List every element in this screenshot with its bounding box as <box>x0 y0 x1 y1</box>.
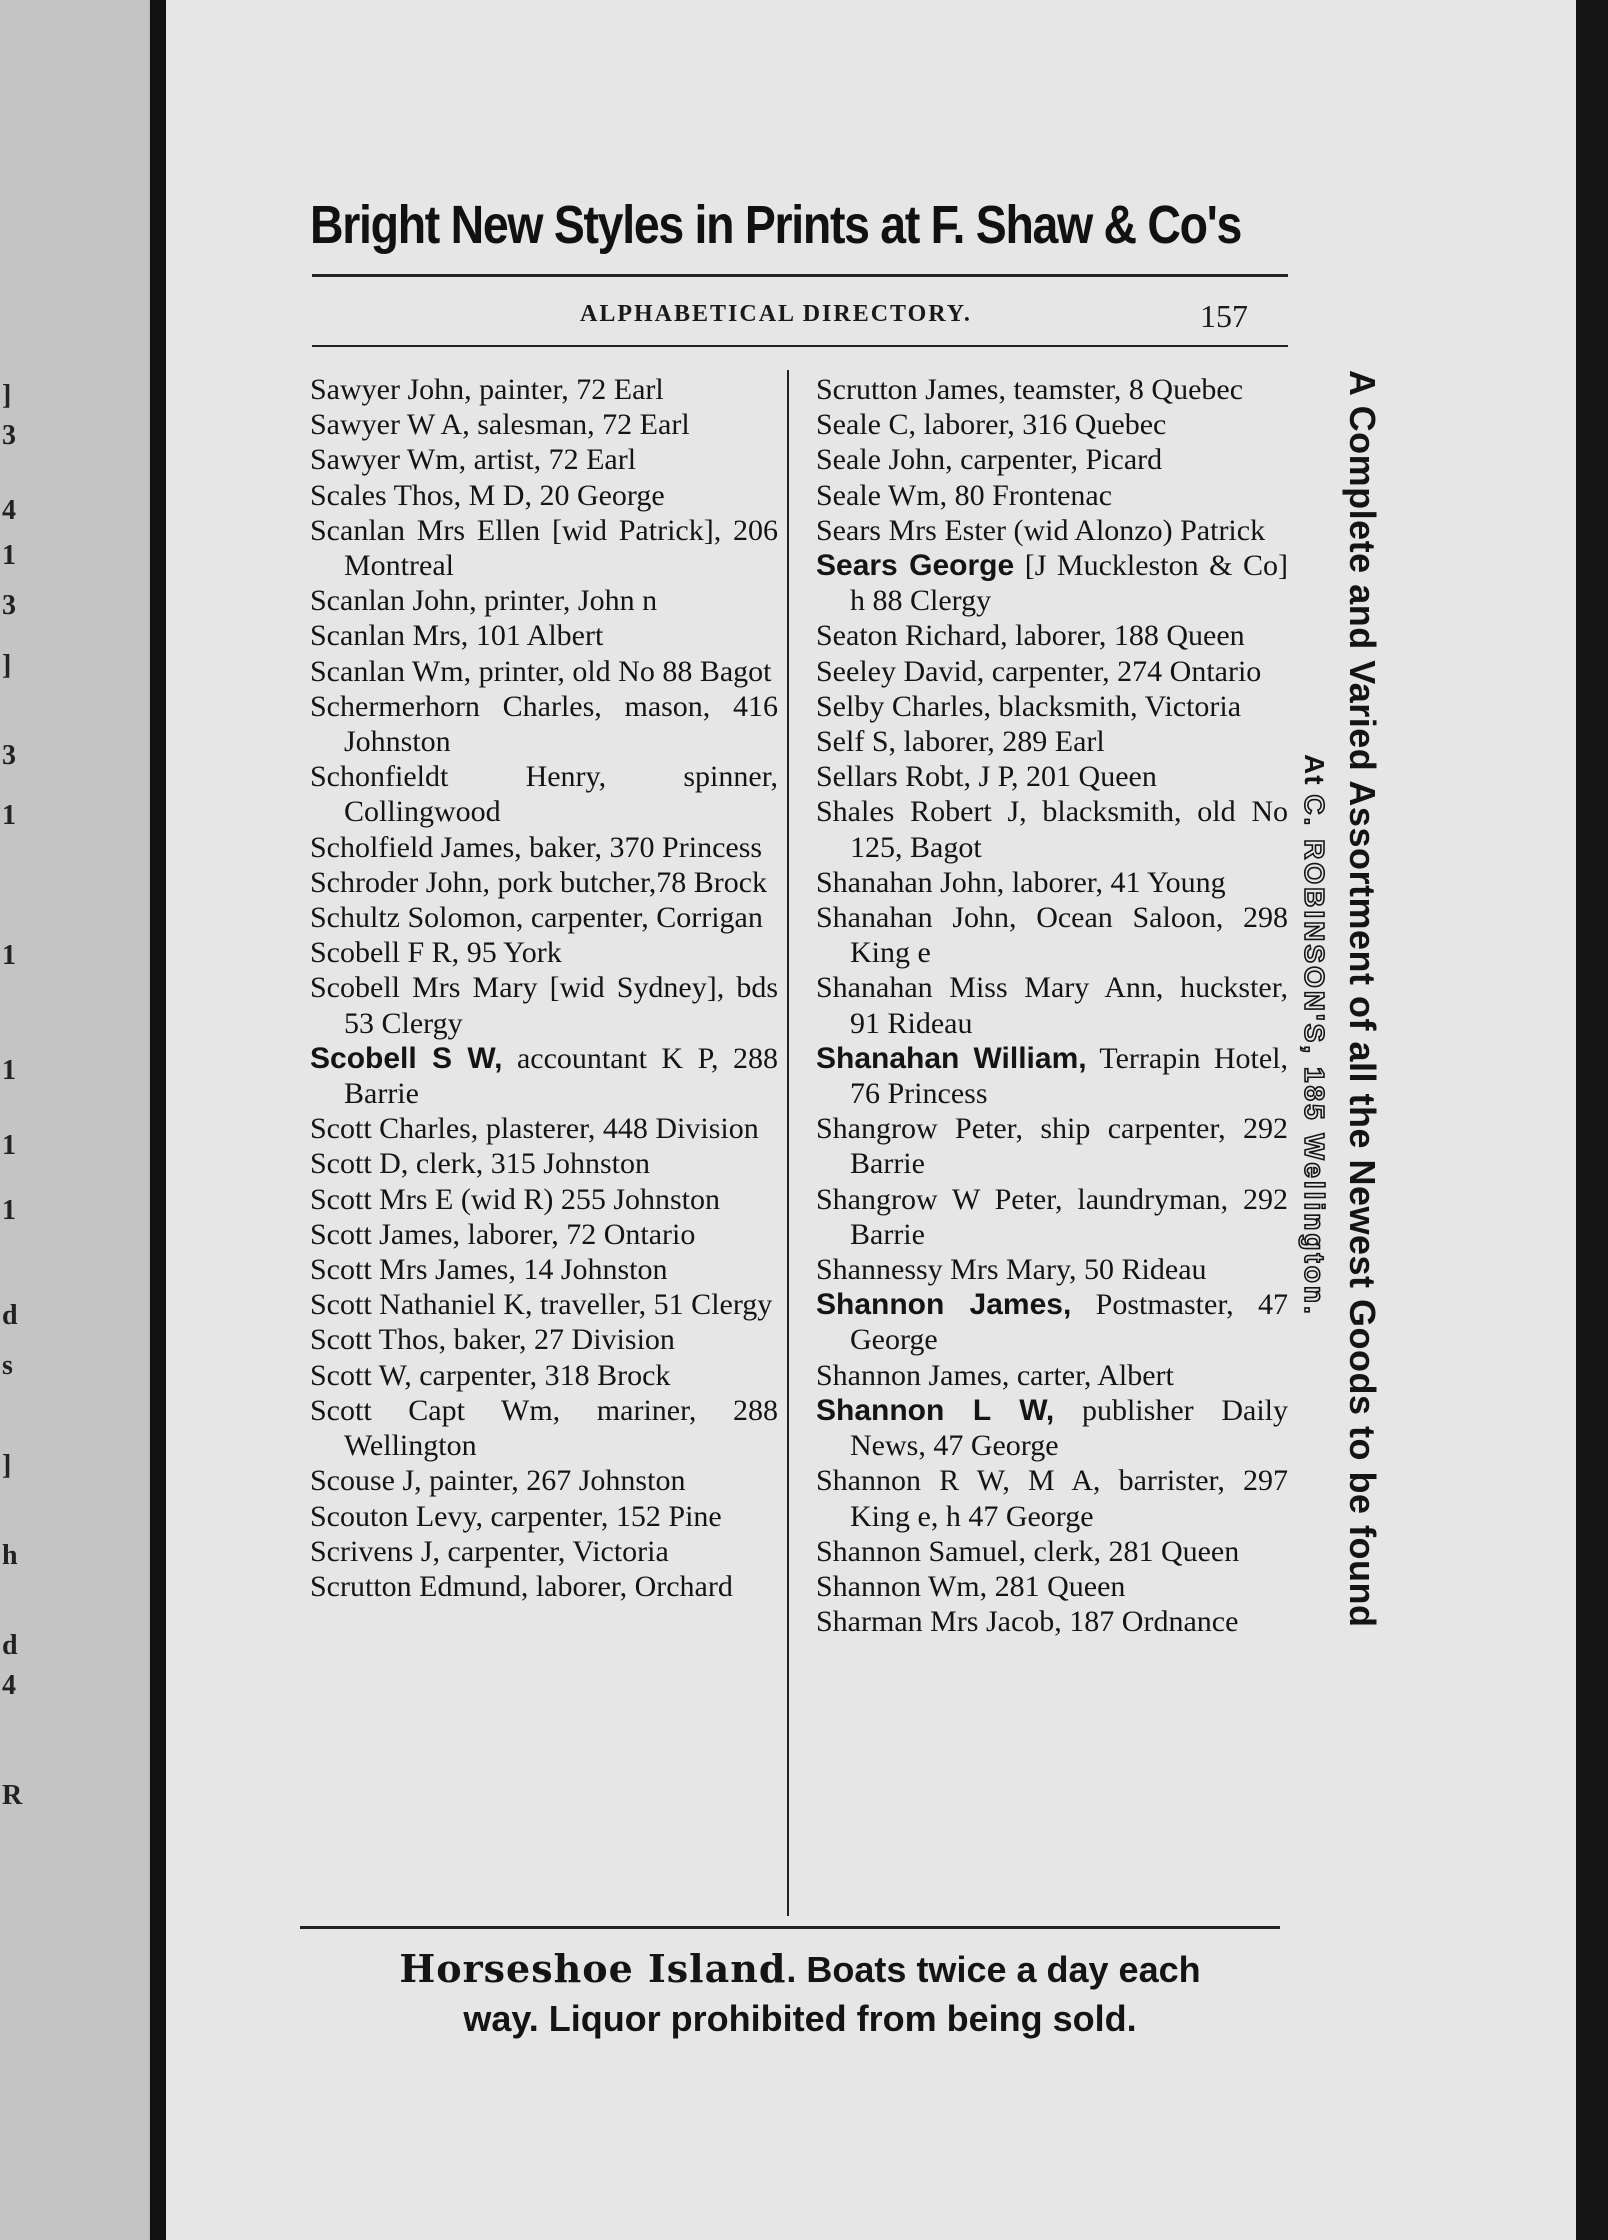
entry-details: baker, 370 Princess <box>529 830 763 864</box>
entry-details: blacksmith, Victoria <box>998 689 1242 723</box>
margin-fragment: ] <box>2 650 12 681</box>
column-divider <box>787 370 789 1916</box>
entry-details: laborer, 41 Young <box>1011 865 1226 899</box>
directory-entry <box>816 442 1288 477</box>
directory-entry <box>816 724 1288 759</box>
entry-name: Shannon Samuel, <box>816 1534 1026 1568</box>
directory-entry <box>816 1604 1288 1639</box>
directory-entry <box>816 372 1288 407</box>
entry-name: Shannon James, <box>816 1288 1072 1322</box>
entry-name: Sawyer John, <box>310 373 472 406</box>
directory-entry <box>816 900 1288 970</box>
directory-entry <box>310 372 778 407</box>
entry-name: Self S, <box>816 725 897 759</box>
directory-entry <box>816 407 1288 442</box>
entry-name: Scanlan Wm, <box>310 654 472 688</box>
entry-name: Scott Capt Wm, <box>310 1393 561 1427</box>
header-rule <box>312 345 1288 347</box>
margin-fragment: R <box>2 1780 23 1811</box>
entry-details: carpenter, Picard <box>960 443 1163 477</box>
directory-entry <box>310 1463 778 1498</box>
footer-line-1-text: . Boats twice a day each <box>786 1949 1201 1990</box>
margin-fragment: d <box>2 1300 18 1331</box>
directory-entry <box>310 1569 778 1604</box>
directory-entry <box>310 865 778 900</box>
entry-details: baker, 27 Division <box>453 1323 675 1357</box>
entry-name: Selby Charles, <box>816 689 991 723</box>
entry-details: laborer, 316 Quebec <box>923 408 1167 442</box>
margin-fragment: 1 <box>2 800 16 831</box>
directory-column-right <box>816 372 1288 1639</box>
directory-entry <box>816 1252 1288 1287</box>
entry-name: Sharman Mrs Jacob, <box>816 1605 1062 1639</box>
entry-details: mariner, 288 Wellington <box>344 1393 778 1463</box>
entry-name: Scobell S W, <box>310 1041 503 1075</box>
entry-name: Schonfieldt Henry, <box>310 760 607 794</box>
side-ad-prefix: At <box>1299 754 1330 786</box>
entry-name: Scrivens J, <box>310 1534 440 1568</box>
entry-details: carpenter, Victoria <box>447 1534 669 1568</box>
entry-name: Schultz Solomon, <box>310 901 524 935</box>
directory-column-left <box>310 372 778 1604</box>
entry-details: [J Muckleston & Co] h 88 Clergy <box>850 549 1288 618</box>
entry-details: clerk, 281 Queen <box>1033 1534 1240 1568</box>
margin-fragment: h <box>2 1540 18 1571</box>
entry-name: Shangrow W Peter, <box>816 1182 1063 1216</box>
entry-name: Scholfield James, <box>310 830 522 864</box>
margin-fragment: 4 <box>2 495 16 526</box>
entry-details: 187 Ordnance <box>1069 1605 1239 1639</box>
entry-details: laborer, 188 Queen <box>1015 619 1245 653</box>
entry-name: Scrutton James, <box>816 373 1006 406</box>
entry-name: Seaton Richard, <box>816 619 1008 653</box>
entry-name: Scott Mrs James, <box>310 1253 516 1287</box>
top-advertisement-banner: Bright New Styles in Prints at F. Shaw & Co's <box>310 195 1242 255</box>
entry-name: Scanlan John, <box>310 584 477 618</box>
footer-advertisement-line-1 <box>300 1946 1300 1991</box>
entry-details: 80 Frontenac <box>954 478 1113 512</box>
directory-entry <box>816 1041 1288 1111</box>
directory-entry <box>310 1217 778 1252</box>
entry-details: 20 George <box>539 478 665 512</box>
entry-details: ship carpenter, 292 Barrie <box>850 1112 1288 1181</box>
entry-details: carpenter, Corrigan <box>530 901 763 935</box>
directory-entry <box>310 478 778 513</box>
footer-rule <box>300 1926 1280 1929</box>
directory-entry <box>310 583 778 618</box>
entry-details: printer, John n <box>484 584 658 618</box>
side-ad-line-1: A Complete and Varied Assortment of all the Newest Goods to be found <box>1342 370 1383 1628</box>
entry-details: publisher Daily News, 47 George <box>850 1393 1288 1463</box>
entry-name: Scott D, <box>310 1147 409 1181</box>
entry-details: plasterer, 448 Division <box>485 1112 759 1146</box>
entry-details: artist, 72 Earl <box>473 443 637 477</box>
entry-name: Shannon L W, <box>816 1393 1055 1427</box>
directory-entry <box>310 513 778 583</box>
entry-details: mason, 416 Johnston <box>344 689 779 759</box>
directory-entry <box>310 1252 778 1287</box>
directory-entry <box>310 1322 778 1357</box>
entry-details: 14 Johnston <box>523 1253 668 1287</box>
directory-entry <box>310 618 778 653</box>
directory-entry <box>310 689 778 759</box>
entry-details: 95 York <box>466 936 562 970</box>
entry-details: 201 Queen <box>1026 760 1157 794</box>
directory-entry <box>816 1534 1288 1569</box>
entry-name: Seeley David, <box>816 654 985 688</box>
margin-fragment: 1 <box>2 540 16 571</box>
side-ad-store-address: C. ROBINSON'S, 185 Wellington. <box>1299 794 1330 1317</box>
entry-name: Shangrow Peter, <box>816 1112 1023 1146</box>
entry-name: Scott Mrs E <box>310 1182 454 1216</box>
entry-name: Sears George <box>816 549 1015 583</box>
directory-entry <box>310 1041 778 1111</box>
entry-name: Scott Charles, <box>310 1112 479 1146</box>
entry-name: Shannessy Mrs Mary, <box>816 1253 1077 1287</box>
entry-details: Ocean Saloon, 298 King e <box>850 901 1289 970</box>
directory-entry <box>310 654 778 689</box>
entry-details: carpenter, 274 Ontario <box>991 654 1262 688</box>
entry-details: painter, 267 Johnston <box>429 1464 686 1498</box>
entry-details: clerk, 315 Johnston <box>415 1147 650 1181</box>
entry-details: salesman, 72 Earl <box>477 408 690 442</box>
directory-entry <box>816 1358 1288 1393</box>
entry-details: barrister, 297 King e, h 47 George <box>850 1464 1288 1533</box>
margin-fragment: 3 <box>2 420 16 451</box>
entry-details: laundryman, 292 Barrie <box>850 1182 1288 1251</box>
adjacent-page-edge <box>0 0 148 2240</box>
entry-name: Scouse J, <box>310 1464 422 1498</box>
entry-name: Shanahan Miss Mary Ann, <box>816 971 1164 1005</box>
vertical-side-advertisement <box>1299 370 1383 1930</box>
directory-entry <box>816 689 1288 724</box>
side-ad-line-2 <box>1298 754 1330 1317</box>
directory-entry <box>310 407 778 442</box>
directory-entry <box>310 1393 778 1463</box>
directory-entry <box>816 478 1288 513</box>
footer-advertisement-line-2: way. Liquor prohibited from being sold. <box>463 1998 1137 2039</box>
entry-details: Postmaster, 47 George <box>850 1288 1288 1357</box>
directory-entry <box>816 1182 1288 1252</box>
directory-entry <box>310 1499 778 1534</box>
entry-name: Scobell Mrs Mary <box>310 971 538 1005</box>
margin-fragment: 4 <box>2 1670 16 1701</box>
margin-fragment: 1 <box>2 1055 16 1086</box>
entry-details: teamster, 8 Quebec <box>1013 373 1244 406</box>
entry-details: [wid Patrick], 206 Montreal <box>344 513 778 583</box>
entry-name: Shanahan William, <box>816 1041 1087 1075</box>
page-number: 157 <box>1200 298 1248 334</box>
directory-entry <box>816 1569 1288 1604</box>
directory-entry <box>816 1393 1288 1463</box>
directory-entry <box>310 1111 778 1146</box>
margin-fragment: ] <box>2 1450 12 1481</box>
entry-details: laborer, Orchard <box>535 1569 733 1603</box>
footer-highlight: Horseshoe Island <box>399 1946 787 1991</box>
directory-entry <box>310 1534 778 1569</box>
entry-details: laborer, 289 Earl <box>903 725 1105 759</box>
entry-details: pork butcher,78 Brock <box>497 865 768 899</box>
margin-fragment: 3 <box>2 590 16 621</box>
book-gutter <box>150 0 166 2240</box>
entry-name: Scanlan Mrs, <box>310 619 469 653</box>
directory-entry <box>816 1463 1288 1533</box>
entry-details: laborer, 72 Ontario <box>467 1217 696 1251</box>
entry-details: carpenter, 152 Pine <box>490 1499 722 1533</box>
directory-entry <box>310 900 778 935</box>
entry-name: Sawyer W A, <box>310 408 470 442</box>
entry-details: 50 Rideau <box>1084 1253 1207 1287</box>
entry-name: Scanlan Mrs Ellen <box>310 513 541 547</box>
entry-name: Shanahan John, <box>816 865 1005 899</box>
entry-details: 101 Albert <box>475 619 604 653</box>
entry-name: Scott Thos, <box>310 1323 447 1357</box>
entry-details: printer, old No 88 Bagot <box>478 654 772 688</box>
entry-name: Sellars Robt, J P, <box>816 760 1019 794</box>
entry-name: Scrutton Edmund, <box>310 1569 529 1603</box>
entry-name: Shales Robert J, <box>816 795 1027 829</box>
margin-fragment: 1 <box>2 1130 16 1161</box>
entry-details: 281 Queen <box>994 1569 1126 1603</box>
directory-entry <box>816 759 1288 794</box>
entry-name: Scott W, <box>310 1358 412 1392</box>
directory-entry <box>816 548 1288 618</box>
entry-name: Scott Nathaniel K, <box>310 1288 533 1322</box>
directory-entry <box>816 1111 1288 1181</box>
entry-details: (wid R) 255 Johnston <box>460 1182 721 1216</box>
entry-details: [wid Sydney], bds 53 Clergy <box>344 971 779 1040</box>
entry-name: Scouton Levy, <box>310 1499 484 1533</box>
directory-entry <box>816 865 1288 900</box>
entry-details: carpenter, 318 Brock <box>419 1358 671 1392</box>
directory-entry <box>310 1287 778 1322</box>
directory-entry <box>310 1358 778 1393</box>
directory-entry <box>816 513 1288 548</box>
directory-entry <box>310 970 778 1040</box>
entry-name: Seale John, <box>816 443 953 477</box>
entry-name: Schermerhorn Charles, <box>310 689 602 723</box>
entry-details: spinner, Collingwood <box>344 760 778 829</box>
directory-entry <box>816 618 1288 653</box>
entry-name: Shannon Wm, <box>816 1569 988 1603</box>
directory-entry <box>816 794 1288 864</box>
entry-name: Scott James, <box>310 1217 460 1251</box>
margin-fragment: s <box>2 1350 13 1381</box>
directory-entry <box>816 654 1288 689</box>
directory-entry <box>310 1182 778 1217</box>
margin-fragment: 1 <box>2 940 16 971</box>
entry-name: Shanahan John, <box>816 901 1017 935</box>
directory-entry <box>310 830 778 865</box>
entry-details: Terrapin Hotel, 76 Princess <box>850 1041 1288 1111</box>
entry-name: Sears Mrs Ester <box>816 513 1006 547</box>
margin-fragment: ] <box>2 380 12 411</box>
directory-entry <box>310 935 778 970</box>
entry-name: Sawyer Wm, <box>310 443 467 477</box>
directory-entry <box>816 1287 1288 1357</box>
margin-fragment: 1 <box>2 1195 16 1226</box>
directory-entry <box>310 442 778 477</box>
margin-fragment: d <box>2 1630 18 1661</box>
page-right-edge <box>1576 0 1608 2240</box>
entry-details: huckster, 91 Rideau <box>850 971 1289 1040</box>
entry-details: (wid Alonzo) Patrick <box>1013 513 1266 547</box>
entry-name: Shannon James, <box>816 1358 1010 1392</box>
margin-fragment: 3 <box>2 740 16 771</box>
directory-entry <box>310 1146 778 1181</box>
entry-details: painter, 72 Earl <box>479 373 664 406</box>
entry-name: Scales Thos, M D, <box>310 478 532 512</box>
directory-entry <box>816 970 1288 1040</box>
entry-details: traveller, 51 Clergy <box>539 1288 773 1322</box>
banner-rule <box>312 274 1288 277</box>
directory-entry <box>310 759 778 829</box>
entry-details: accountant K P, 288 Barrie <box>344 1041 779 1111</box>
entry-name: Shannon R W, M A, <box>816 1464 1101 1498</box>
entry-name: Schroder John, <box>310 865 490 899</box>
entry-name: Scobell F R, <box>310 936 460 970</box>
entry-name: Seale Wm, <box>816 478 948 512</box>
entry-name: Seale C, <box>816 408 916 442</box>
entry-details: blacksmith, old No 125, Bagot <box>850 795 1289 864</box>
entry-details: carter, Albert <box>1016 1358 1174 1392</box>
page-header-title: ALPHABETICAL DIRECTORY. <box>580 301 972 327</box>
